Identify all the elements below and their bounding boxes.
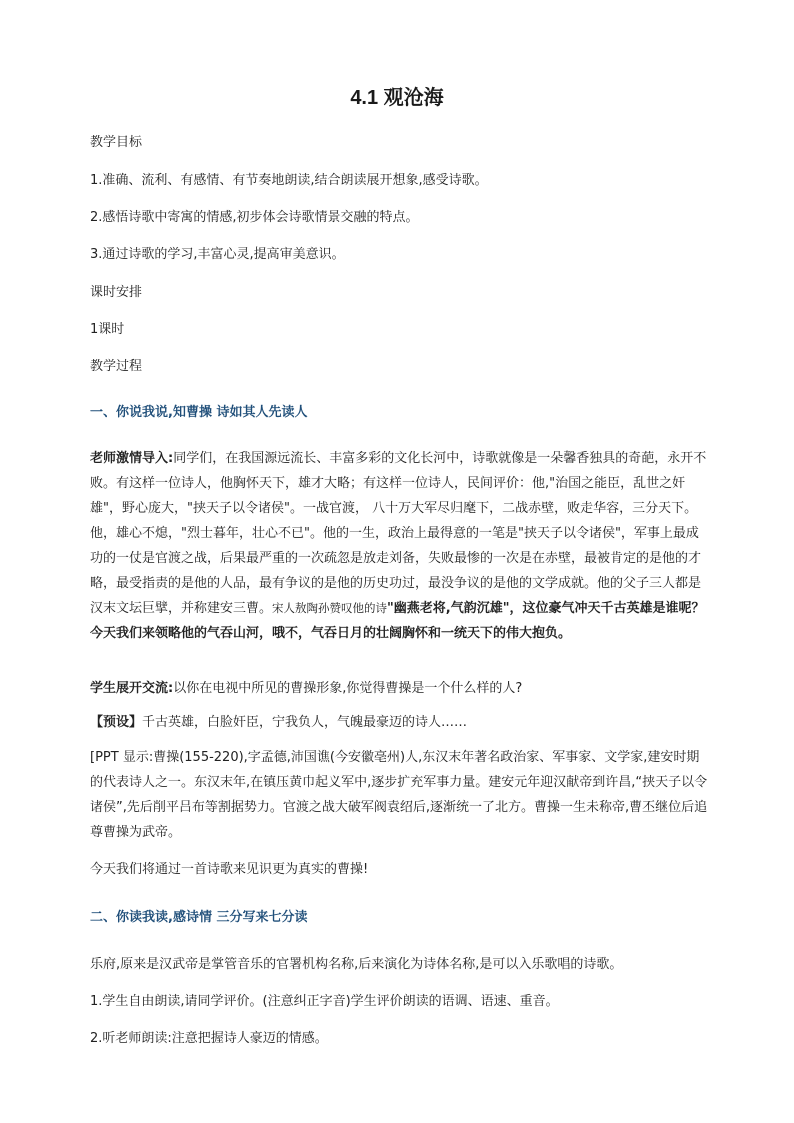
schedule-heading: 课时安排 (90, 285, 143, 300)
discuss-text: 以你在电视中所见的曹操形象,你觉得曹操是一个什么样的人? (173, 681, 523, 696)
intro-label: 老师激情导入: (90, 451, 174, 466)
section-2-heading: 二、你读我读,感诗情 三分写来七分读 (90, 910, 308, 925)
intro-text: 同学们，在我国源远流长、丰富多彩的文化长河中，诗歌就像是一朵馨香独具的奇葩，永开不败。有这样一位诗人，他胸怀天下，雄才大略；有这样一位诗人，民间评价：他,"治国之能臣，乱世之奸雄"，野心庞大，"挟天子以令诸侯"。一战官渡， 八十万大军尽归麾下，二战赤壁，败走华容，三分天下。他，雄心不熄，"烈士暮年，壮心不已"。他的一生，政治上最得意的一笔是"挟天子以令诸侯"，军事上最成功的一仗是官渡之战，后果最严重的一次疏忽是放走刘备，失败最惨的一次是在赤壁，最被肯定的是他的才略，最受指责的是他的人品，最有争议的是他的历史功过，最没争议的是他的文学成就。他的父子三人都是汉末文坛巨擘，并称建安三曹。 (90, 451, 707, 616)
preset-label: 【预设】 (90, 715, 143, 730)
goal-item-3: 3.通过诗歌的学习,丰富心灵,提高审美意识。 (90, 247, 345, 262)
section-1-heading: 一、你说我说,知曹操 诗如其人先读人 (90, 405, 308, 420)
ppt-paragraph: [PPT 显示:曹操(155-220),字孟德,沛国谯(今安徽亳州)人,东汉末年著名政治家、军事家、文学家,建安时期的代表诗人之一。东汉末年,在镇压黄巾起义军中,逐步扩充军事力量。建安元年迎汉献帝到许昌,“挟天子以令诸侯”,先后削平吕布等割据势力。官渡之战大破军阀袁绍后,逐渐统一了北方。曹操一生未称帝,曹丕继位后追尊曹操为武帝。 (90, 750, 708, 840)
goal-item-1: 1.准确、流利、有感情、有节奏地朗读,结合朗读展开想象,感受诗歌。 (90, 173, 488, 188)
page-title: 4.1 观沧海 (350, 87, 444, 109)
goal-item-2: 2.感悟诗歌中寄寓的情感,初步体会诗歌情景交融的特点。 (90, 210, 419, 225)
yuefu-paragraph: 乐府,原来是汉武帝是掌管音乐的官署机构名称,后来演化为诗体名称,是可以入乐歌唱的诗歌。 (90, 957, 623, 972)
step-1-paragraph: 1.学生自由朗读,请同学评价。(注意纠正字音)学生评价朗读的语调、语速、重音。 (90, 994, 559, 1009)
goals-heading: 教学目标 (90, 135, 143, 150)
closing-paragraph: 今天我们将通过一首诗歌来见识更为真实的曹操! (90, 862, 369, 877)
discuss-label: 学生展开交流: (90, 681, 174, 696)
preset-text: 千古英雄，白脸奸臣，宁我负人，气魄最豪迈的诗人…… (142, 715, 468, 730)
intro-small-text: 宋人敖陶孙赞叹他的诗 (272, 601, 388, 615)
intro-paragraph (90, 446, 710, 646)
intro-bold-text: "幽燕老将,气韵沉雄"，这位豪气冲天千古英雄是谁呢？今天我们来领略他的气吞山河，哦不，气吞日月的壮阔胸怀和一统天下的伟大抱负。 (90, 601, 705, 641)
preset-paragraph (90, 710, 710, 735)
schedule-value: 1课时 (90, 322, 125, 337)
discuss-paragraph (90, 676, 710, 701)
process-heading: 教学过程 (90, 359, 143, 374)
step-2-paragraph: 2.听老师朗读:注意把握诗人豪迈的情感。 (90, 1031, 328, 1046)
